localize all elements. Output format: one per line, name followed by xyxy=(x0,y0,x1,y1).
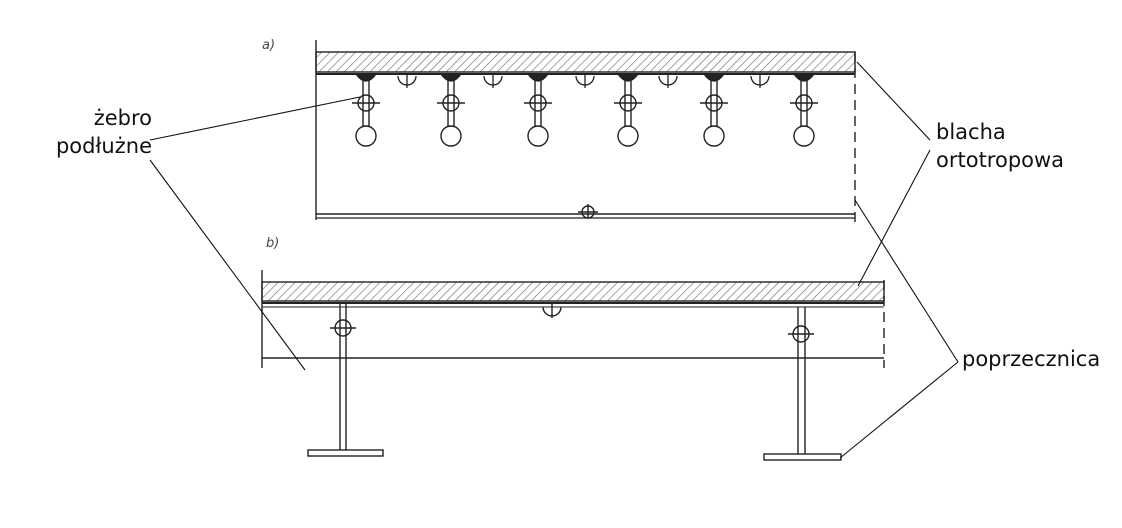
rib-5 xyxy=(700,74,728,146)
rib-label-line2: podłużne xyxy=(55,134,152,158)
rib-2 xyxy=(437,74,465,146)
panel-a-deck-slab xyxy=(316,52,855,72)
panel-b-label: b) xyxy=(266,236,280,251)
panel-a-label: a) xyxy=(262,38,276,53)
plate-label-line1: blacha xyxy=(936,120,1006,144)
half-bolt-2 xyxy=(484,74,502,88)
half-bolt-5 xyxy=(751,74,769,88)
half-bolt-3 xyxy=(576,74,594,88)
rib-1 xyxy=(352,74,380,146)
half-bolt-4 xyxy=(659,74,677,88)
leader-crossbeam-a xyxy=(855,200,958,362)
leader-crossbeam-b xyxy=(840,362,958,458)
plate-label-line2: ortotropowa xyxy=(936,148,1065,172)
leader-rib-to-crossbeam xyxy=(150,160,305,370)
panel-b-drawing xyxy=(262,270,884,368)
plate-label xyxy=(936,118,1064,174)
rib-6 xyxy=(790,74,818,146)
half-bolt-1 xyxy=(398,74,416,88)
panel-b-right-beam xyxy=(764,307,841,460)
panel-b-deck-slab xyxy=(262,282,884,301)
leader-lines xyxy=(150,62,958,458)
rib-label xyxy=(40,104,152,160)
rib-4 xyxy=(614,74,642,146)
leader-plate-b xyxy=(858,150,930,286)
leader-rib xyxy=(150,97,360,140)
leader-plate-a xyxy=(857,62,930,140)
panel-a-drawing xyxy=(316,40,855,222)
panel-b-left-beam xyxy=(308,303,383,456)
crossbeam-label: poprzecznica xyxy=(962,347,1101,371)
rib-3 xyxy=(524,74,552,146)
rib-label-line1: żebro xyxy=(93,106,152,130)
